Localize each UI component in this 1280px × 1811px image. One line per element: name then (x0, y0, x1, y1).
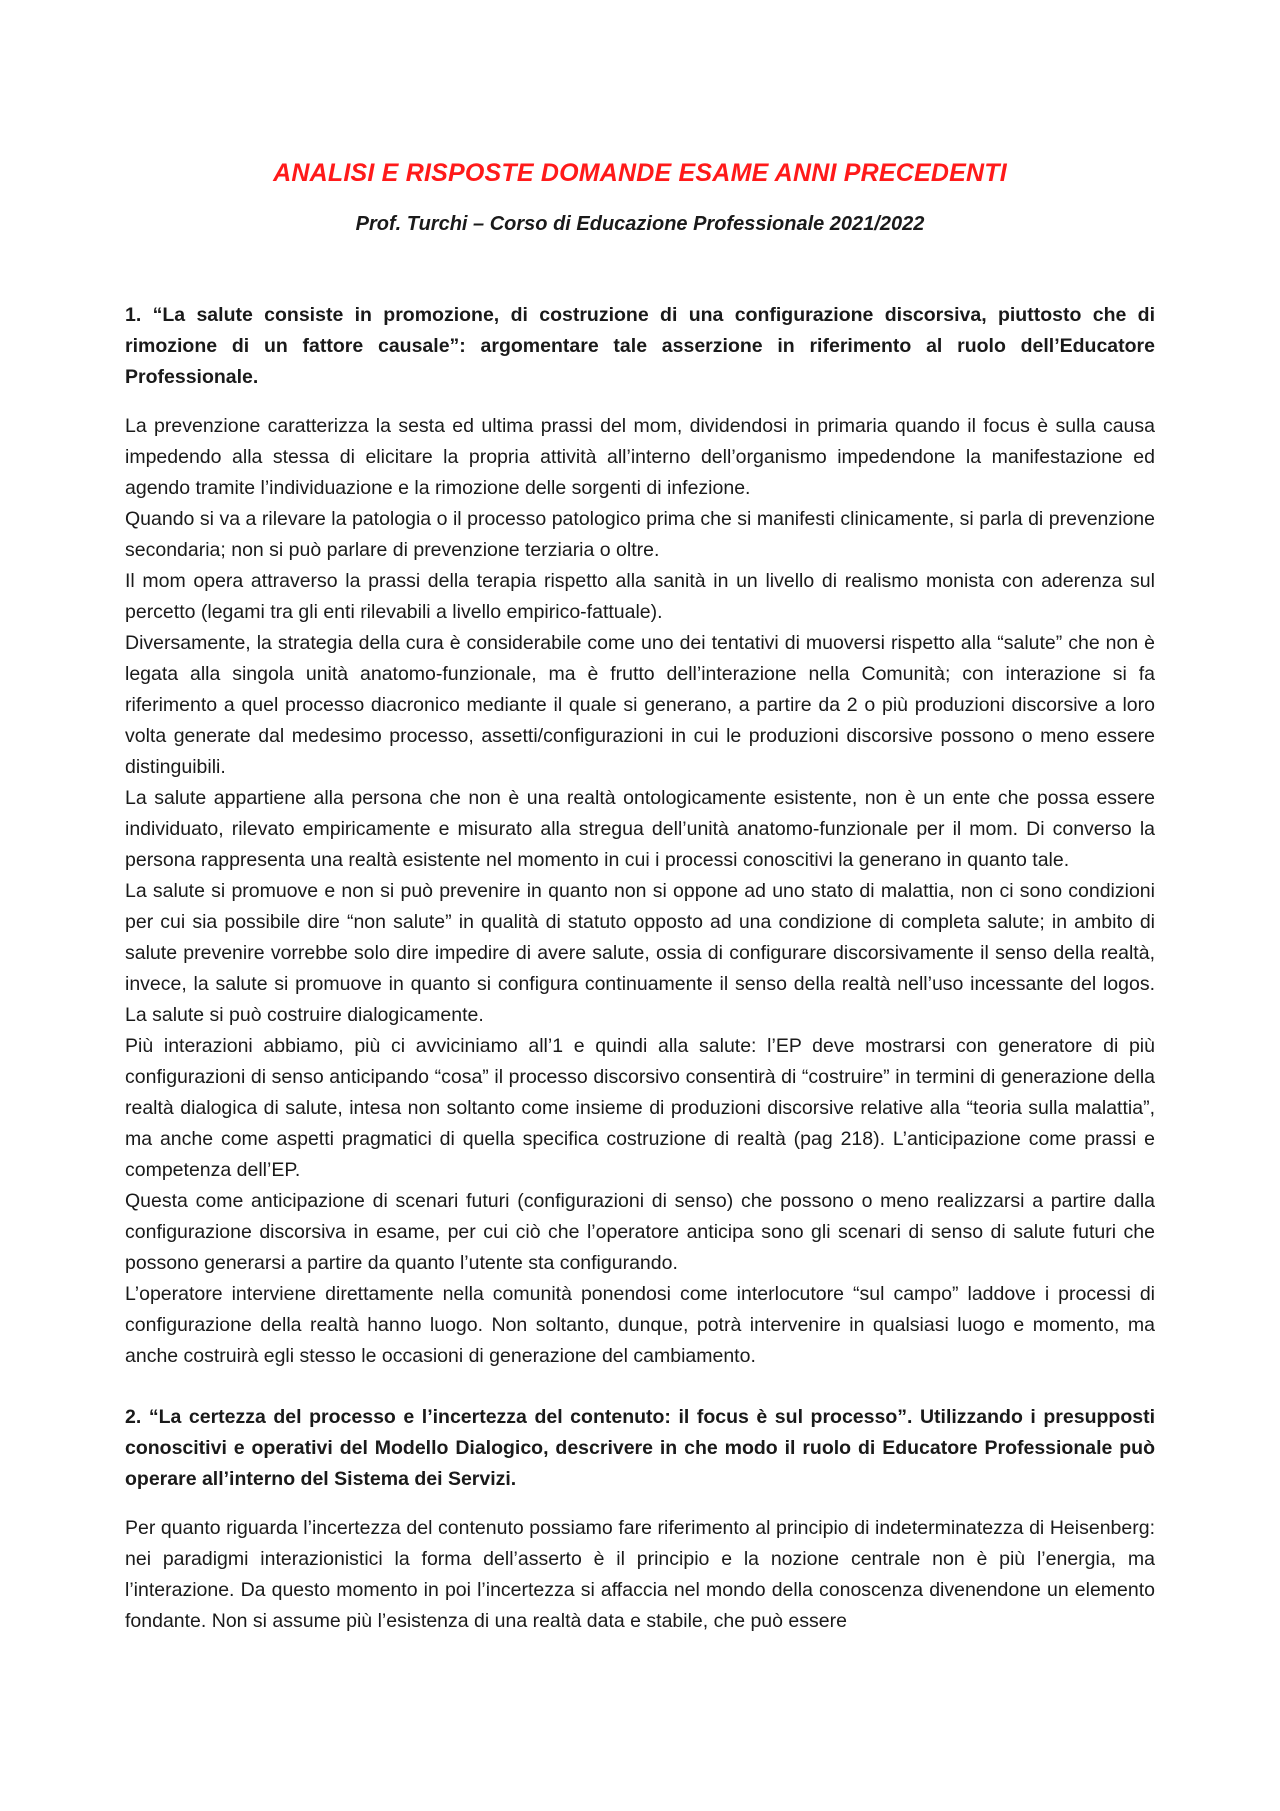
answer-2 (125, 1513, 1155, 1637)
answer-1-paragraph: Il mom opera attraverso la prassi della terapia rispetto alla sanità in un livello di realismo monista con aderenza sul percetto (legami tra gli enti rilevabili a livello empirico-fattuale). (125, 570, 1155, 623)
answer-1 (125, 411, 1155, 1372)
document-subtitle: Prof. Turchi – Corso di Educazione Professionale 2021/2022 (355, 213, 925, 235)
document-title: ANALISI E RISPOSTE DOMANDE ESAME ANNI PRECEDENTI (273, 159, 1007, 187)
answer-1-paragraph: L’operatore interviene direttamente nella comunità ponendosi come interlocutore “sul campo” laddove i processi di configurazione della realtà hanno luogo. Non soltanto, dunque, potrà intervenire in qualsiasi luogo e momento, ma anche costruirà egli stesso le occasioni di generazione del cambiamento. (125, 1283, 1155, 1367)
answer-1-paragraph: Più interazioni abbiamo, più ci avviciniamo all’1 e quindi alla salute: l’EP deve mostrarsi con generatore di più configurazioni di senso anticipando “cosa” il processo discorsivo consentirà di “costruire” in termini di generazione della realtà dialogica di salute, intesa non soltanto come insieme di produzioni discorsive relative alla “teoria sulla malattia”, ma anche come aspetti pragmatici di quella specifica costruzione di realtà (pag 218). L’anticipazione come prassi e competenza dell’EP. (125, 1035, 1155, 1181)
answer-1-paragraph: Questa come anticipazione di scenari futuri (configurazioni di senso) che possono o meno realizzarsi a partire dalla configurazione discorsiva in esame, per cui ciò che l’operatore anticipa sono gli scenari di senso di salute futuri che possono generarsi a partire da quanto l’utente sta configurando. (125, 1190, 1155, 1274)
answer-1-paragraph: La salute appartiene alla persona che non è una realtà ontologicamente esistente, non è un ente che possa essere individuato, rilevato empiricamente e misurato alla stregua dell’unità anatomo-funzionale per il mom. Di converso la persona rappresenta una realtà esistente nel momento in cui i processi conoscitivi la generano in quanto tale. (125, 787, 1155, 871)
answer-1-paragraph: La salute si promuove e non si può prevenire in quanto non si oppone ad uno stato di malattia, non ci sono condizioni per cui sia possibile dire “non salute” in qualità di statuto opposto ad una condizione di completa salute; in ambito di salute prevenire vorrebbe solo dire impedire di avere salute, ossia di configurare discorsivamente il senso della realtà, invece, la salute si promuove in quanto si configura continuamente il senso della realtà nell’uso incessante del logos. La salute si può costruire dialogicamente. (125, 880, 1155, 1026)
question-1: 1. “La salute consiste in promozione, di costruzione di una configurazione discorsiva, piuttosto che di rimozione di un fattore causale”: argomentare tale asserzione in riferimento al ruolo dell’Educatore Professionale. (125, 304, 1155, 388)
answer-1-paragraph: Quando si va a rilevare la patologia o il processo patologico prima che si manifesti clinicamente, si parla di prevenzione secondaria; non si può parlare di prevenzione terziaria o oltre. (125, 508, 1155, 561)
answer-1-paragraph: La prevenzione caratterizza la sesta ed ultima prassi del mom, dividendosi in primaria quando il focus è sulla causa impedendo alla stessa di elicitare la propria attività all’interno dell’organismo impedendone la manifestazione ed agendo tramite l’individuazione e la rimozione delle sorgenti di infezione. (125, 415, 1155, 499)
answer-1-paragraph: Diversamente, la strategia della cura è considerabile come uno dei tentativi di muoversi rispetto alla “salute” che non è legata alla singola unità anatomo-funzionale, ma è frutto dell’interazione nella Comunità; con interazione si fa riferimento a quel processo diacronico mediante il quale si generano, a partire da 2 o più produzioni discorsive a loro volta generate dal medesimo processo, assetti/configurazioni in cui le produzioni discorsive possono o meno essere distinguibili. (125, 632, 1155, 778)
question-2: 2. “La certezza del processo e l’incertezza del contenuto: il focus è sul processo”. Utilizzando i presupposti conoscitivi e operativi del Modello Dialogico, descrivere in che modo il ruolo di Educatore Professionale può operare all’interno del Sistema dei Servizi. (125, 1406, 1155, 1490)
answer-2-paragraph: Per quanto riguarda l’incertezza del contenuto possiamo fare riferimento al principio di indeterminatezza di Heisenberg: nei paradigmi interazionistici la forma dell’asserto è il principio e la nozione centrale non è più l’energia, ma l’interazione. Da questo momento in poi l’incertezza si affaccia nel mondo della conoscenza divenendone un elemento fondante. Non si assume più l’esistenza di una realtà data e stabile, che può essere (125, 1517, 1155, 1632)
